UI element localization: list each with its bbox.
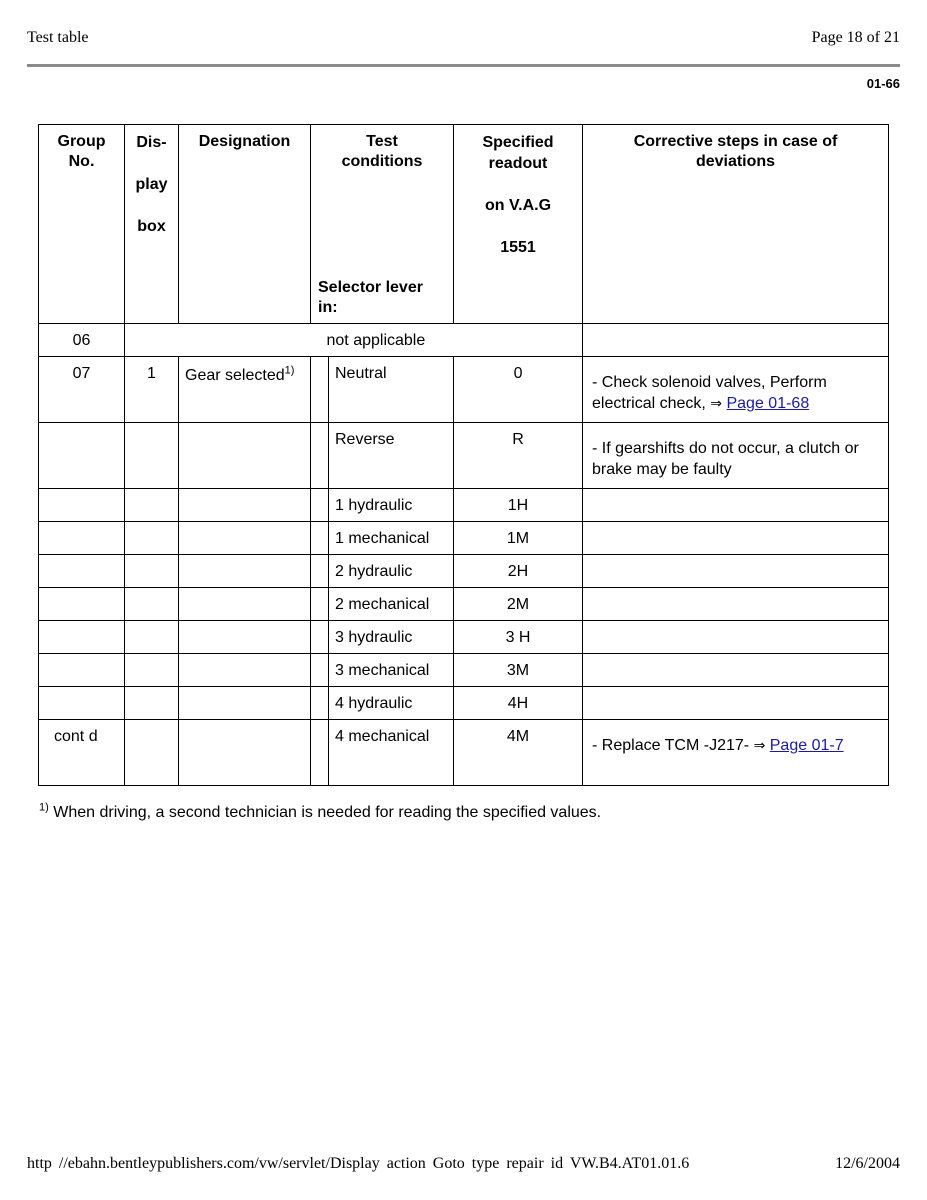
header-test-conditions: Test conditions Selector lever in: — [311, 125, 454, 324]
condition-cell: 1 hydraulic — [329, 489, 454, 522]
table-row — [39, 654, 889, 687]
header-display-box: Dis- play box — [125, 125, 179, 324]
table-row — [39, 489, 889, 522]
condition-cell: 3 hydraulic — [329, 621, 454, 654]
footer-url: http //ebahn.bentleypublishers.com/vw/servlet/Display action Goto type repair id VW.B4.AT01.01.6 — [27, 1155, 690, 1172]
selector-lever-label: Selector lever — [318, 279, 423, 296]
readout-cell: 2H — [454, 555, 583, 588]
header-group-no: Group No. — [39, 125, 125, 324]
readout-cell: 3M — [454, 654, 583, 687]
test-table — [38, 124, 889, 786]
condition-cell: 1 mechanical — [329, 522, 454, 555]
readout-cell: 0 — [454, 357, 583, 423]
page-01-68-link[interactable]: Page 01-68 — [726, 395, 810, 412]
section-code: 01-66 — [866, 76, 900, 91]
table-row — [39, 588, 889, 621]
page-01-7-link[interactable]: Page 01-7 — [769, 737, 844, 754]
table-row — [39, 555, 889, 588]
not-applicable-text: not applicable — [326, 332, 426, 349]
arrow-icon: ⇒ — [710, 395, 723, 411]
condition-cell: Neutral — [329, 357, 454, 423]
footnote-marker: 1) — [39, 801, 49, 814]
readout-cell: 3 H — [454, 621, 583, 654]
readout-cell: 2M — [454, 588, 583, 621]
footer-date: 12/6/2004 — [835, 1155, 900, 1172]
table-row — [39, 423, 889, 489]
condition-cell: 2 mechanical — [329, 588, 454, 621]
readout-cell: 1H — [454, 489, 583, 522]
readout-cell: 4H — [454, 687, 583, 720]
footnote-ref: 1) — [284, 364, 295, 377]
condition-cell: Reverse — [329, 423, 454, 489]
display-cell: 1 — [125, 357, 179, 423]
table-row — [39, 324, 889, 357]
corrective-cell: - Replace TCM -J217- ⇒ Page 01-7 — [583, 720, 889, 786]
page-number: Page 18 of 21 — [811, 29, 900, 46]
header-corrective-steps: Corrective steps in case of deviations — [583, 125, 889, 324]
condition-cell: 3 mechanical — [329, 654, 454, 687]
group-cell: 06 — [39, 324, 125, 357]
group-cell: cont d — [39, 720, 125, 786]
readout-cell: 1M — [454, 522, 583, 555]
table-row — [39, 687, 889, 720]
corrective-cell: - Check solenoid valves, Perform electrical check, ⇒ Page 01-68 — [583, 357, 889, 423]
table-row — [39, 357, 889, 423]
header-designation: Designation — [179, 125, 311, 324]
document-title: Test table — [27, 29, 89, 46]
condition-cell: 2 hydraulic — [329, 555, 454, 588]
footnote: $^{1)}$ When driving, a second technician is needed for reading the specified values. — [39, 801, 602, 821]
readout-cell: 4M — [454, 720, 583, 786]
header-specified-readout: Specified readout on V.A.G 1551 — [454, 125, 583, 324]
designation-cell: Gear selected$^{1)}$ — [179, 357, 311, 423]
corrective-cell: - If gearshifts do not occur, a clutch or brake may be faulty — [583, 423, 889, 489]
readout-cell: R — [454, 423, 583, 489]
table-row — [39, 720, 889, 786]
condition-cell: 4 hydraulic — [329, 687, 454, 720]
condition-cell: 4 mechanical — [329, 720, 454, 786]
table-row — [39, 522, 889, 555]
table-header-row — [39, 125, 889, 324]
table-row — [39, 621, 889, 654]
arrow-icon: ⇒ — [753, 737, 766, 753]
group-cell: 07 — [39, 357, 125, 423]
header-rule — [27, 64, 900, 67]
